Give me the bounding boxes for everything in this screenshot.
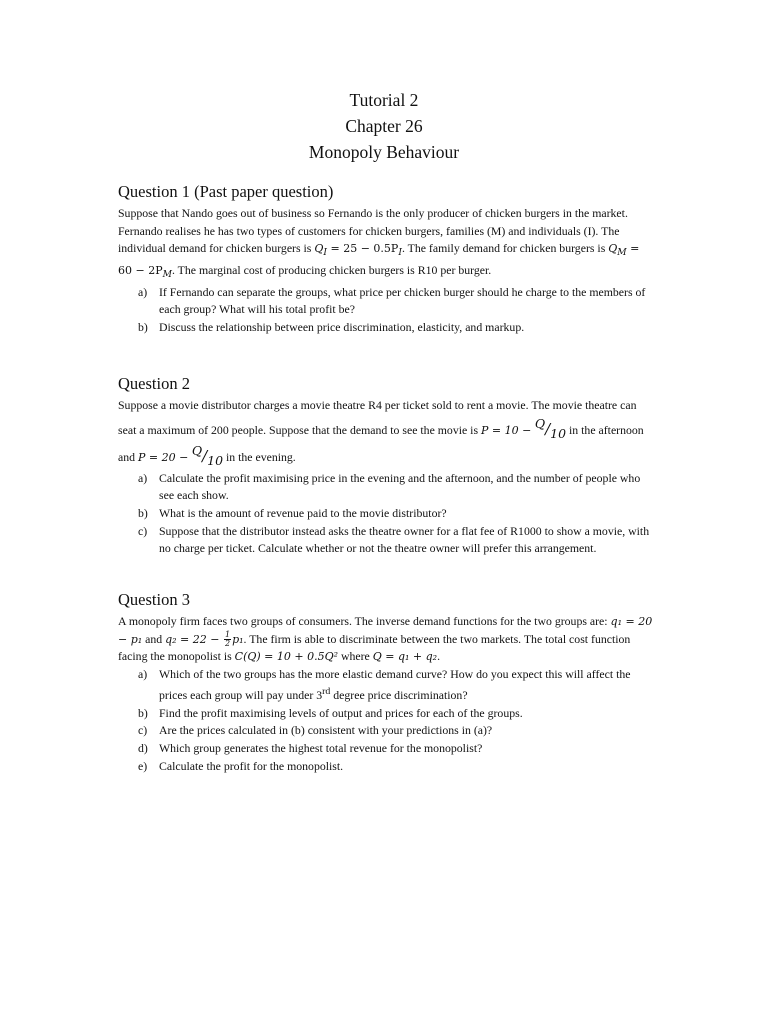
q3-text-1: A monopoly firm faces two groups of consumers. The inverse demand functions for the two groups are: <box>118 614 611 628</box>
q1-individual-demand-equation: $Q_I = 25 - 0.5P_I$ <box>314 242 402 259</box>
chapter-title: Chapter 26 <box>345 116 423 136</box>
item-marker: a) <box>138 284 148 299</box>
item-marker: b) <box>138 505 148 520</box>
item-text: Suppose that the distributor instead asks the theatre owner for a flat fee of R1000 to show a movie, with no charge per ticket. Calculate whether or not the theatre owner will prefer this arrangement. <box>159 523 650 556</box>
q3-text-where: where <box>338 649 373 664</box>
item-marker: c) <box>138 723 148 738</box>
q2-afternoon-demand-equation: $P = 10 - ^Q/_{10}$ <box>481 415 567 441</box>
q3-demand-equation-2: q₂ = 22 − $\frac{1}{2}$ p₁ <box>165 630 244 649</box>
list-item <box>118 319 653 337</box>
question-1-parts <box>118 284 653 337</box>
item-text: Find the profit maximising levels of output and prices for each of the groups. <box>159 705 523 720</box>
document-header <box>0 87 768 165</box>
q1-family-demand-equation: $Q_M = 60 - 2P_M$ <box>118 242 640 281</box>
q3-text-2: . The firm is able to discriminate between the two markets. The total cost function facing the monopolist is <box>118 631 631 664</box>
q1-text-2: . The family demand for chicken burgers is <box>401 241 606 256</box>
item-marker: b) <box>138 705 148 720</box>
item-marker: a) <box>138 666 148 681</box>
q1-text-3: . The marginal cost of producing chicken burgers is R10 per burger. <box>172 262 492 277</box>
q3-text-and: and <box>142 631 166 646</box>
item-text: What is the amount of revenue paid to the movie distributor? <box>159 505 447 520</box>
question-3-title: Question 3 <box>118 590 190 609</box>
topic-title: Monopoly Behaviour <box>308 142 460 162</box>
list-item <box>118 284 653 319</box>
item-text: degree price discrimination? <box>330 688 468 703</box>
question-1 <box>118 182 653 337</box>
list-item <box>118 666 653 705</box>
item-marker: a) <box>138 470 148 485</box>
list-item <box>118 705 653 723</box>
item-text: Which of the two groups has the more elastic demand curve? How do you expect this will affect the prices each group will pay under 3 <box>159 666 631 703</box>
question-2-title: Question 2 <box>118 374 190 393</box>
q3-quantity-equation: Q = q₁ + q₂ <box>372 650 438 664</box>
question-1-title: Question 1 (Past paper question) <box>118 182 334 201</box>
item-marker: c) <box>138 523 148 538</box>
question-1-body <box>118 205 653 284</box>
list-item <box>118 758 653 776</box>
item-text: Which group generates the highest total revenue for the monopolist? <box>159 741 483 756</box>
item-marker: e) <box>138 758 148 773</box>
item-text: If Fernando can separate the groups, what price per chicken burger should he charge to the members of each group? What will his total profit be? <box>159 284 646 317</box>
question-2 <box>118 374 653 558</box>
q3-text-end: . <box>437 649 441 664</box>
item-text: Discuss the relationship between price discrimination, elasticity, and markup. <box>159 319 525 334</box>
q2-text-1: Suppose a movie distributor charges a movie theatre R4 per ticket sold to rent a movie. The movie theatre can seat a maximum of 200 people. Suppose that the demand to see the movie is <box>118 398 637 437</box>
list-item <box>118 470 653 505</box>
item-text: Are the prices calculated in (b) consistent with your predictions in (a)? <box>159 723 493 738</box>
q2-evening-demand-equation: $P = 20 - ^Q/_{10}$ <box>137 443 224 469</box>
item-text: Calculate the profit for the monopolist. <box>159 758 344 773</box>
list-item <box>118 523 653 558</box>
list-item <box>118 505 653 523</box>
ordinal-suffix: rd <box>322 686 331 698</box>
list-item <box>118 740 653 758</box>
q2-text-3: in the evening. <box>223 450 296 465</box>
question-2-body <box>118 397 653 470</box>
q3-demand-equation-1: q₁ = 20 − p₁ <box>118 615 653 646</box>
question-3-body <box>118 613 653 666</box>
question-3 <box>118 590 653 775</box>
item-marker: d) <box>138 741 148 756</box>
list-item <box>118 722 653 740</box>
q2-text-2: in the afternoon and <box>118 422 644 465</box>
question-3-parts <box>118 666 653 775</box>
question-2-parts <box>118 470 653 558</box>
item-text: Calculate the profit maximising price in the evening and the afternoon, and the number of people who see each show. <box>159 470 641 503</box>
q3-cost-equation: C(Q) = 10 + 0.5Q² <box>234 650 339 664</box>
tutorial-title: Tutorial 2 <box>349 90 419 110</box>
q1-text-1: Suppose that Nando goes out of business so Fernando is the only producer of chicken burgers in the market. Fernando realises he has two types of customers for chicken burgers, families (M) and individuals (I). The individual demand for chicken burgers is <box>118 206 628 256</box>
item-marker: b) <box>138 319 148 334</box>
